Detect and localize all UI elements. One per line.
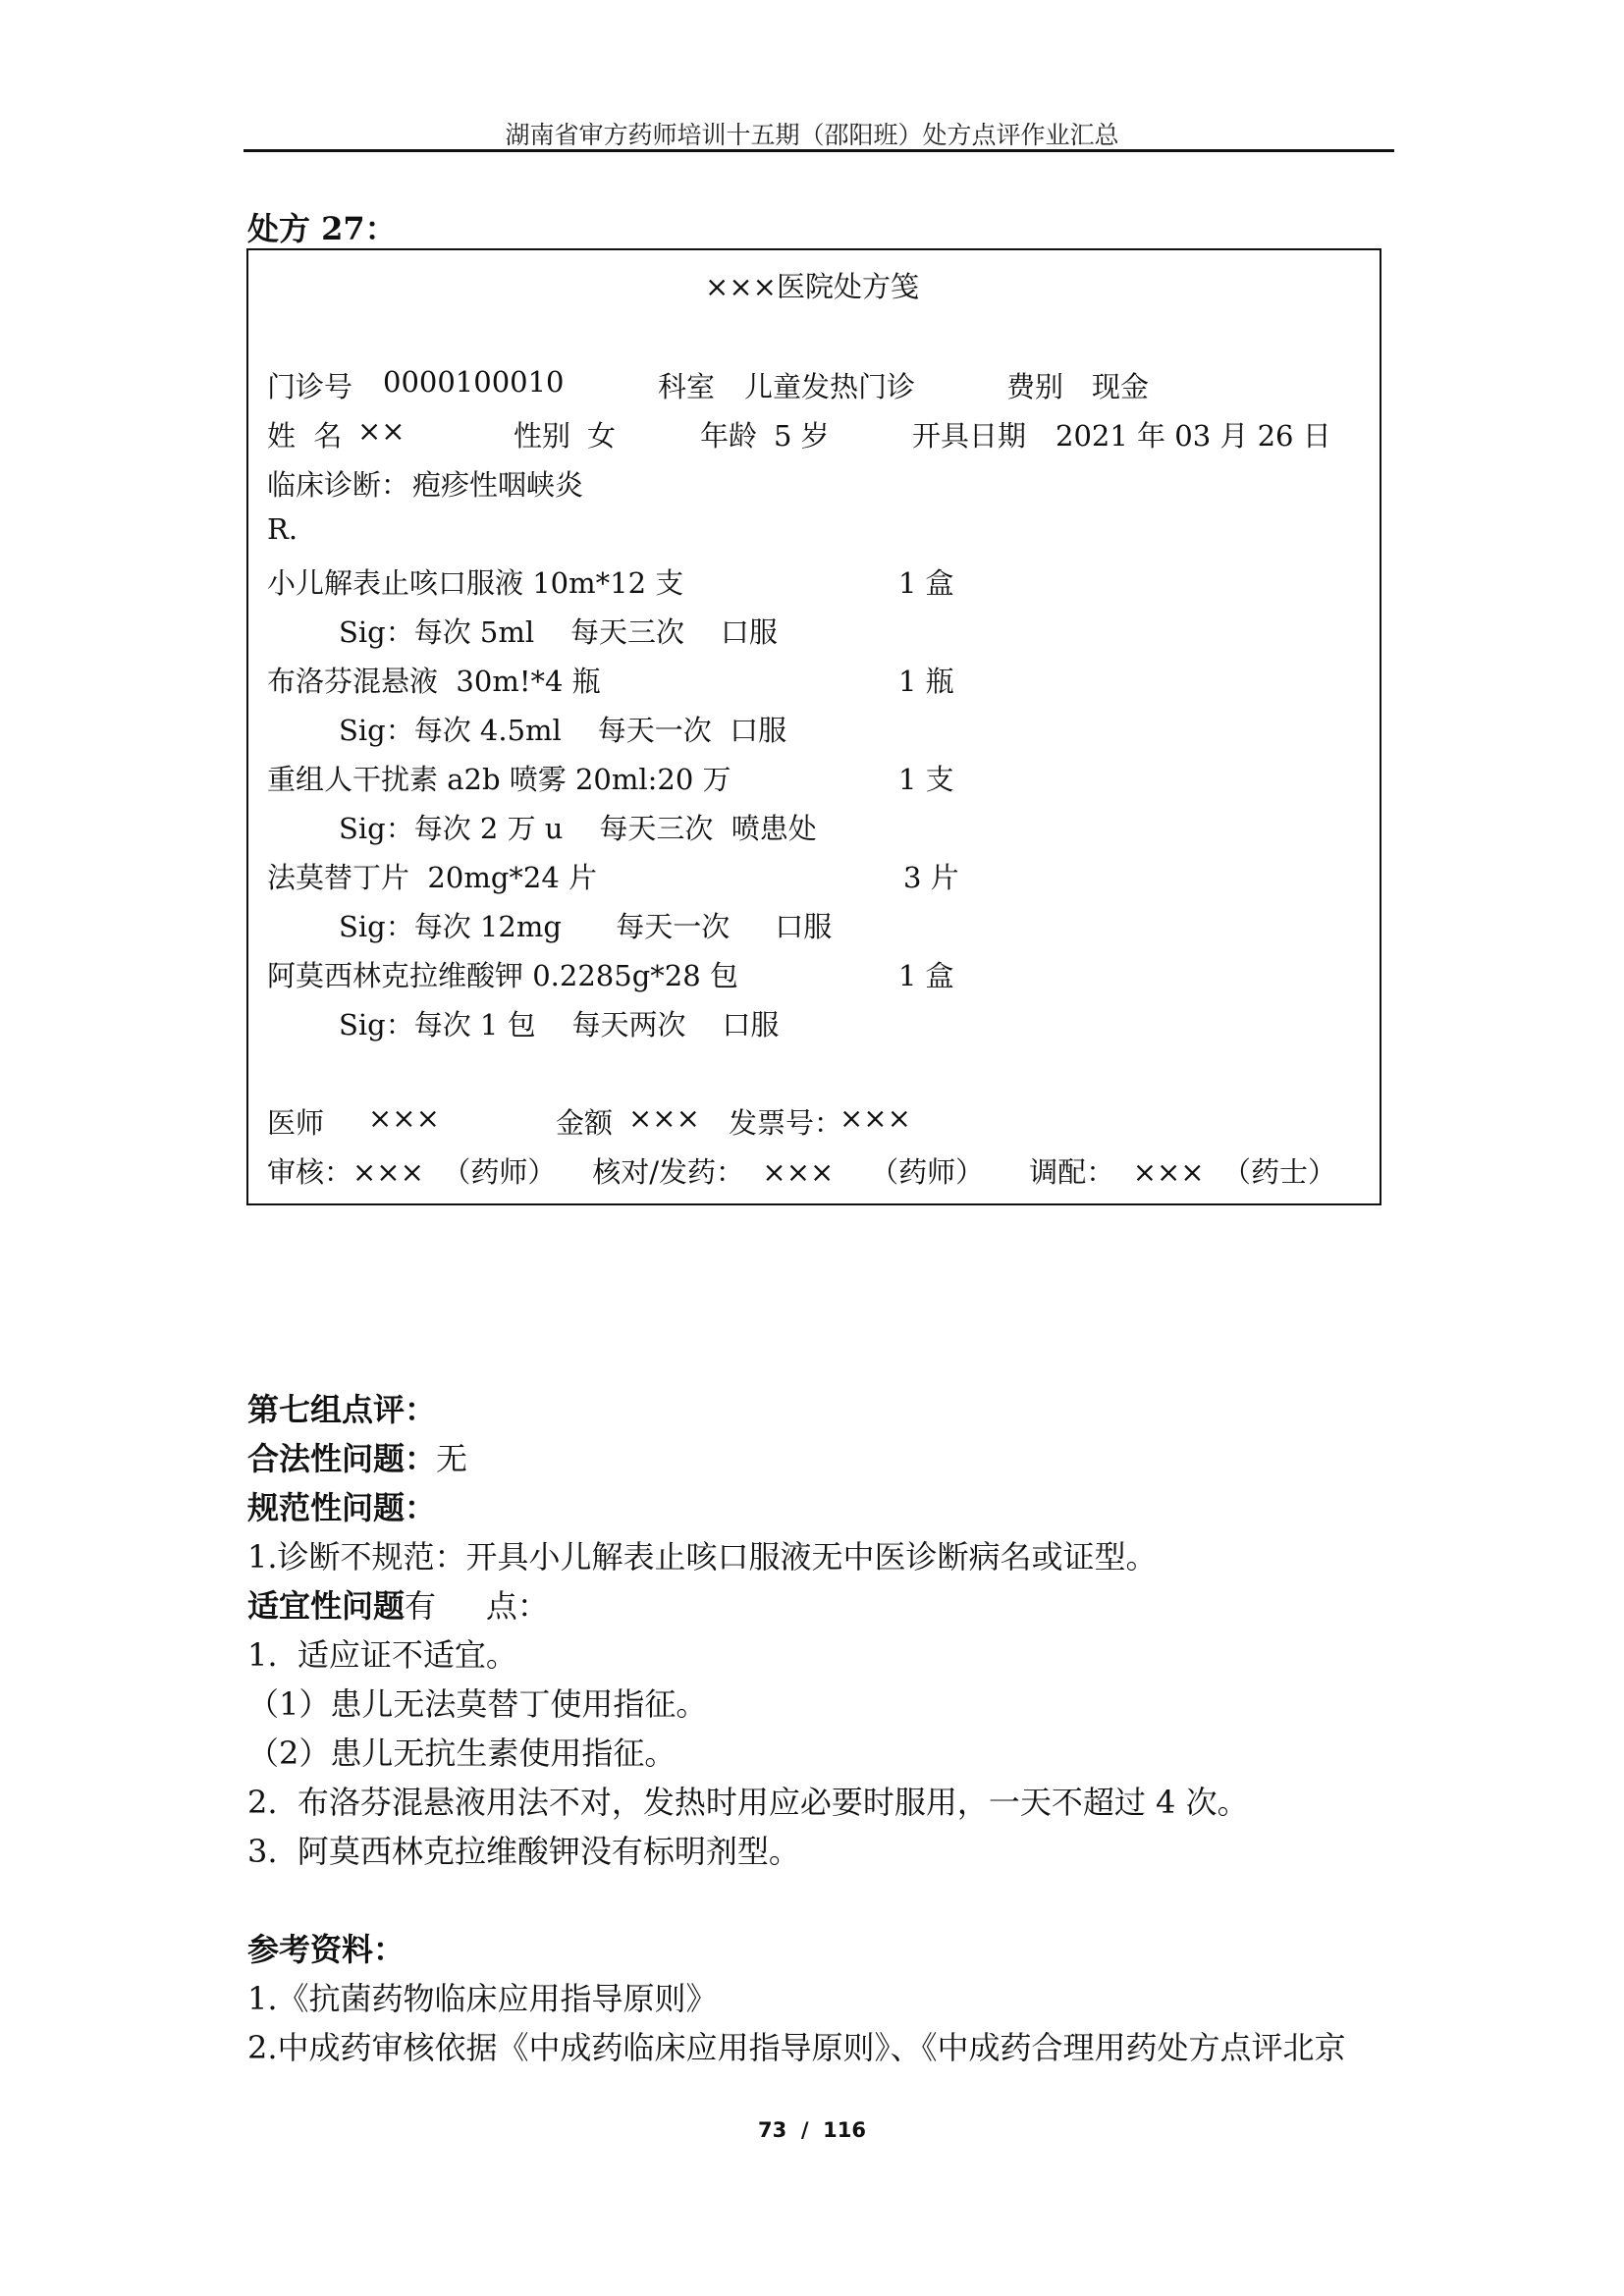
suitability-suffix: 有 点： — [405, 1587, 549, 1625]
review-signatures: 审核：××× （药师） 核对/发药： ××× （药师） 调配： ××× （药士） — [267, 1155, 1337, 1189]
invoice-value: ××× — [839, 1101, 911, 1135]
legality-line — [247, 1434, 467, 1479]
fee-value: 现金 — [1092, 370, 1150, 403]
drug-name: 重组人干扰素 a2b 喷雾 20ml:20 万 — [267, 763, 731, 796]
legality-value: 无 — [436, 1440, 468, 1477]
age-value: 5 岁 — [774, 419, 830, 453]
sex-value: 女 — [587, 419, 617, 453]
standard-item: 1.诊断不规范：开具小儿解表止咳口服液无中医诊断病名或证型。 — [247, 1538, 1158, 1575]
amount-label: 金额 — [556, 1106, 614, 1140]
suitability-label: 适宜性问题 — [247, 1587, 406, 1625]
legality-label: 合法性问题： — [247, 1440, 437, 1477]
drug-name: 布洛芬混悬液 30m!*4 瓶 — [267, 665, 601, 698]
amount-value: ××× — [628, 1101, 700, 1135]
rp-mark: R. — [267, 512, 298, 546]
invoice-label: 发票号： — [729, 1106, 843, 1140]
fee-label: 费别 — [1006, 370, 1064, 403]
drug-qty: 3 片 — [903, 861, 959, 894]
drug-sig: Sig：每次 1 包 每天两次 口服 — [339, 1008, 780, 1041]
doctor-value: ××× — [368, 1101, 440, 1135]
suitability-item: 1. 适应证不适宜。 — [247, 1636, 517, 1674]
doctor-label: 医师 — [267, 1106, 325, 1140]
standard-label: 规范性问题： — [247, 1489, 437, 1526]
clinic-no-label: 门诊号 — [267, 370, 353, 403]
suitability-item: （2）患儿无抗生素使用指征。 — [247, 1735, 677, 1772]
page-number: 73 / 116 — [758, 2118, 866, 2142]
sex-label: 性别 — [514, 419, 571, 453]
drug-sig: Sig：每次 5ml 每天三次 口服 — [339, 615, 778, 649]
date-label: 开具日期 — [912, 419, 1027, 453]
review-title: 第七组点评： — [247, 1391, 437, 1428]
age-label: 年龄 — [700, 419, 758, 453]
form-title: ×××医院处方笺 — [705, 270, 919, 303]
header-rule — [244, 149, 1394, 152]
prescription-label: 处方 27： — [247, 210, 397, 247]
drug-qty: 1 盒 — [898, 566, 954, 600]
running-header: 湖南省审方药师培训十五期（邵阳班）处方点评作业汇总 — [505, 121, 1119, 149]
reference-item: 2.中成药审核依据《中成药临床应用指导原则》、《中成药合理用药处方点评北京 — [247, 2029, 1346, 2066]
reference-item: 1.《抗菌药物临床应用指导原则》 — [247, 1980, 718, 2017]
references-title: 参考资料： — [247, 1931, 406, 1968]
diagnosis-value: 疱疹性咽峡炎 — [412, 468, 584, 502]
drug-name: 法莫替丁片 20mg*24 片 — [267, 861, 598, 894]
date-value: 2021 年 03 月 26 日 — [1056, 419, 1331, 453]
drug-sig: Sig：每次 12mg 每天一次 口服 — [339, 910, 833, 943]
suitability-item: （1）患儿无法莫替丁使用指征。 — [247, 1685, 708, 1723]
drug-qty: 1 瓶 — [898, 665, 954, 698]
suitability-line — [247, 1581, 549, 1627]
diagnosis-label: 临床诊断： — [267, 468, 410, 502]
clinic-no-value: 0000100010 — [383, 365, 565, 399]
drug-qty: 1 支 — [898, 763, 954, 796]
name-label: 姓 名 — [267, 419, 343, 453]
name-value: ×× — [357, 414, 406, 448]
drug-name: 阿莫西林克拉维酸钾 0.2285g*28 包 — [267, 959, 738, 992]
suitability-item: 2. 布洛芬混悬液用法不对，发热时用应必要时服用，一天不超过 4 次。 — [247, 1784, 1249, 1821]
drug-qty: 1 盒 — [898, 959, 954, 992]
suitability-item: 3. 阿莫西林克拉维酸钾没有标明剂型。 — [247, 1833, 800, 1870]
drug-sig: Sig：每次 4.5ml 每天一次 口服 — [339, 714, 787, 747]
drug-sig: Sig：每次 2 万 u 每天三次 喷患处 — [339, 812, 817, 845]
drug-name: 小儿解表止咳口服液 10m*12 支 — [267, 566, 684, 600]
dept-value: 儿童发热门诊 — [744, 370, 916, 403]
dept-label: 科室 — [658, 370, 716, 403]
